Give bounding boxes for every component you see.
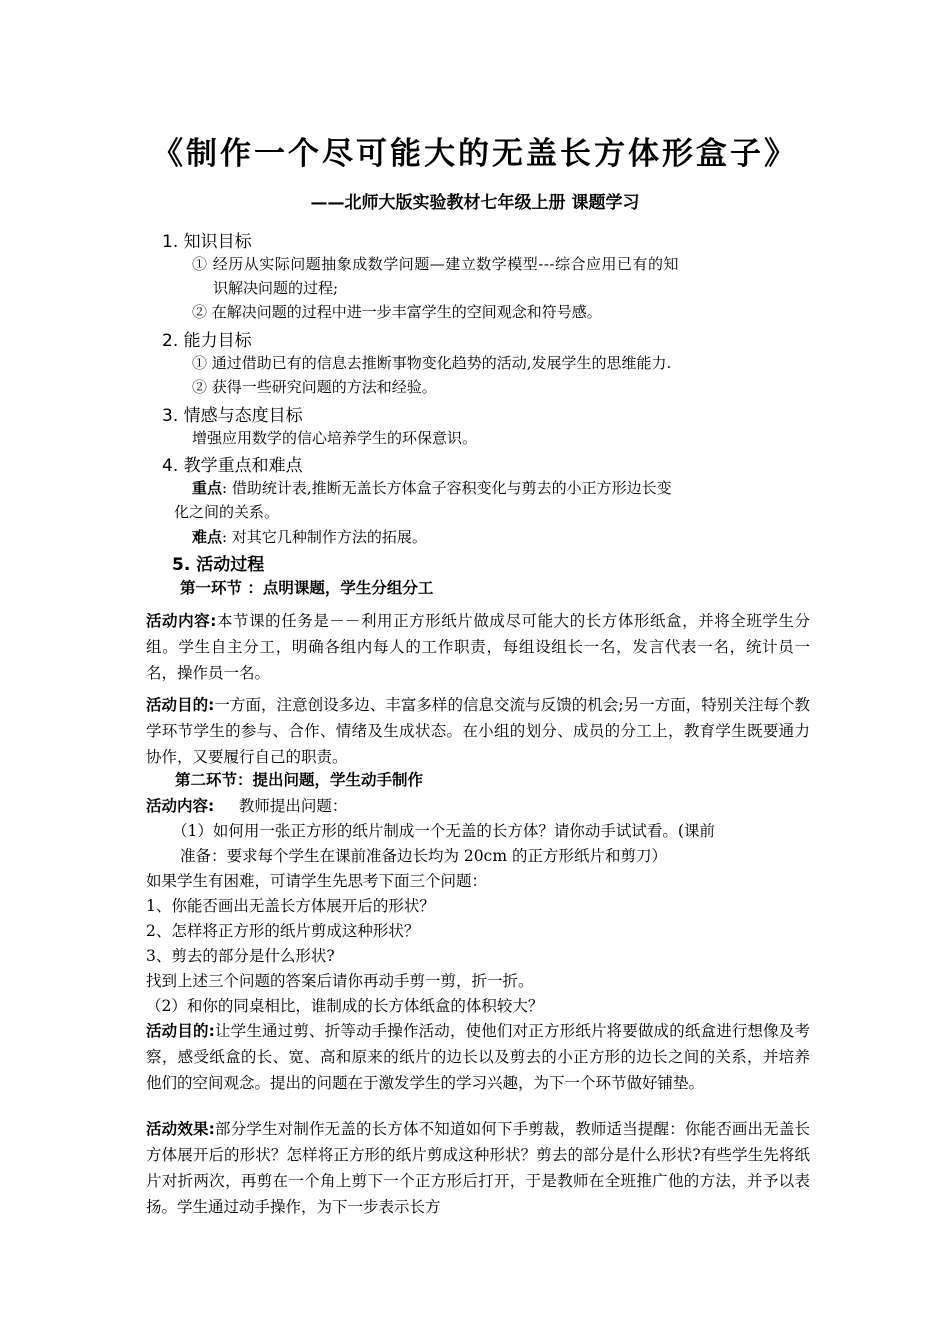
after-hints: 找到上述三个问题的答案后请你再动手剪一剪，折一折。 [146, 972, 534, 990]
stage-2-goal-text: 让学生通过剪、折等动手操作活动，使他们对正方形纸片将要做成的纸盒进行想像及考察，感受纸盒的长、宽、高和原来的纸片的边长以及剪去的小正方形的边长之间的关系，并培养他们的空间观念。提出的问题在于激发学生的学习兴趣，为下一个环节做好铺垫。 [146, 1022, 810, 1092]
stage-2-effect-label: 活动效果: [146, 1120, 215, 1138]
ability-item-2: ② 获得一些研究问题的方法和经验。 [192, 378, 437, 396]
hint-1: 1、你能否画出无盖长方体展开后的形状？ [146, 897, 435, 915]
key-point-text: : 借助统计表,推断无盖长方体盒子容积变化与剪去的小正方形边长变 [222, 479, 672, 497]
knowledge-item-1-line-1: ① 经历从实际问题抽象成数学问题—建立数学模型---综合应用已有的知 [192, 255, 679, 273]
knowledge-item-1-line-2: 识解决问题的过程; [213, 279, 339, 297]
key-point-label: 重点 [192, 479, 223, 497]
difficulty-text: : 对其它几种制作方法的拓展。 [222, 528, 427, 546]
stage-1-content-label: 活动内容: [146, 612, 217, 630]
document-subtitle: ——北师大版实验教材七年级上册 课题学习 [310, 193, 640, 213]
difficulty-line [192, 526, 427, 547]
stage-2-content [146, 794, 347, 816]
section-heading-ability: 2. 能力目标 [162, 331, 252, 351]
difficulty-label: 难点 [192, 528, 223, 546]
hint-2: 2、怎样将正方形的纸片剪成这种形状？ [146, 922, 420, 940]
stage-1-content-text: 本节课的任务是－－利用正方形纸片做成尽可能大的长方体形纸盒，并将全班学生分组。学生自主分工，明确各组内每人的工作职责，每组设组长一名，发言代表一名，统计员一名，操作员一名。 [146, 612, 810, 682]
stage-2-content-text: 教师提出问题： [214, 797, 348, 815]
key-point-line-1 [192, 477, 672, 498]
stage-1-content [146, 608, 810, 686]
hint-intro: 如果学生有困难，可请学生先思考下面三个问题： [146, 872, 488, 890]
stage-2-goal [146, 1018, 810, 1096]
section-heading-attitude: 3. 情感与态度目标 [162, 406, 303, 426]
question-2: （2）和你的同桌相比，谁制成的长方体纸盒的体积较大？ [146, 997, 544, 1015]
ability-item-1: ① 通过借助已有的信息去推断事物变化趋势的活动,发展学生的思维能力. [192, 354, 672, 372]
key-point-line-2: 化之间的关系。 [174, 503, 280, 521]
section-heading-knowledge: 1. 知识目标 [162, 232, 252, 252]
section-heading-activity: 5. 活动过程 [172, 555, 265, 575]
stage-2-effect-text: 部分学生对制作无盖的长方体不知道如何下手剪裁，教师适当提醒：你能否画出无盖长方体展开后的形状？怎样将正方形的纸片剪成这种形状？剪去的部分是什么形状?有些学生先将纸片对折两次，再剪在一个角上剪下一个正方形后打开，于是教师在全班推广他的方法，并予以表扬。学生通过动手操作，为下一步表示长方 [146, 1120, 810, 1216]
stage-2-goal-label: 活动目的: [146, 1022, 215, 1040]
document-title: 《制作一个尽可能大的无盖长方体形盒子》 [152, 136, 798, 172]
knowledge-item-2: ② 在解决问题的过程中进一步丰富学生的空间观念和符号感。 [192, 303, 602, 321]
stage-1-goal-text: 一方面，注意创设多边、丰富多样的信息交流与反馈的机会;另一方面，特别关注每个教学环节学生的参与、合作、情绪及生成状态。在小组的划分、成员的分工上，教育学生既要通力协作，又要履行自己的职责。 [146, 696, 811, 766]
stage-1-goal-label: 活动目的: [146, 696, 215, 714]
section-heading-key-points: 4. 教学重点和难点 [162, 456, 303, 476]
question-1-line-1: （1）如何用一张正方形的纸片制成一个无盖的长方体？请你动手试试看。(课前 [172, 822, 715, 840]
hint-3: 3、剪去的部分是什么形状? [146, 947, 335, 965]
stage-2-effect [146, 1116, 810, 1220]
stage-1-goal [146, 692, 810, 770]
attitude-item-1: 增强应用数学的信心培养学生的环保意识。 [192, 429, 478, 447]
stage-1-heading: 第一环节 ：点明课题，学生分组分工 [180, 579, 434, 597]
question-1-line-2: 准备：要求每个学生在课前准备边长均为 20cm 的正方形纸片和剪刀） [180, 847, 667, 865]
stage-2-content-label: 活动内容: [146, 797, 215, 815]
stage-2-heading: 第二环节：提出问题，学生动手制作 [175, 771, 424, 789]
